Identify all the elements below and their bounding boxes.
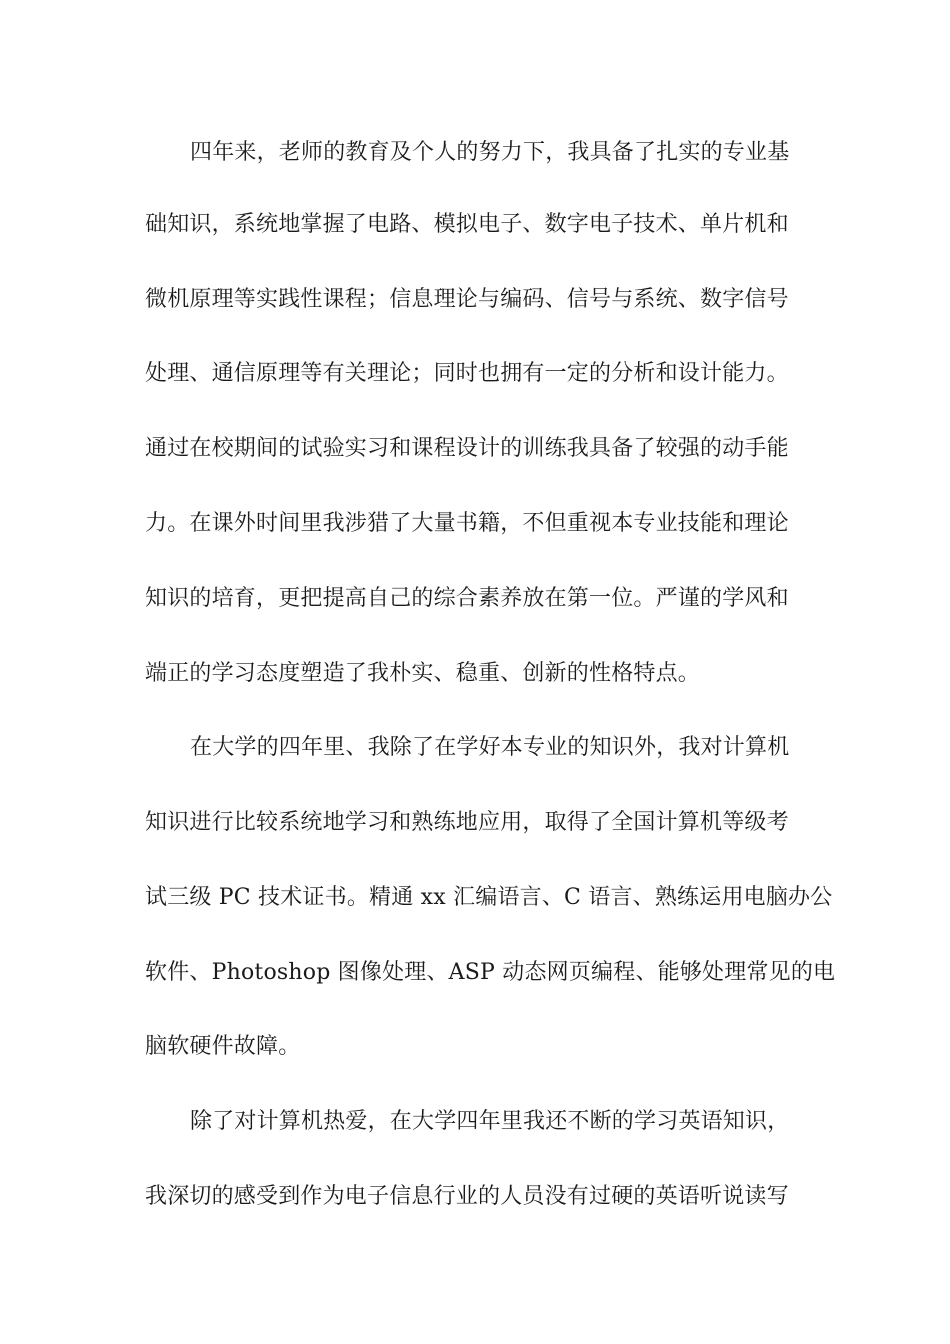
paragraph-2-line-4: 软件、Photoshop 图像处理、ASP 动态网页编程、能够处理常见的电 [145, 960, 836, 985]
paragraph-3-line-1: 除了对计算机热爱，在大学四年里我还不断的学习英语知识， [190, 1109, 790, 1134]
paragraph-1-line-6: 力。在课外时间里我涉猎了大量书籍，不但重视本专业技能和理论 [145, 511, 789, 536]
paragraph-3-line-2: 我深切的感受到作为电子信息行业的人员没有过硬的英语听说读写 [145, 1184, 789, 1209]
paragraph-2-line-5: 脑软硬件故障。 [145, 1034, 301, 1059]
paragraph-1-line-7: 知识的培育，更把提高自己的综合素养放在第一位。严谨的学风和 [145, 586, 789, 611]
paragraph-1-line-3: 微机原理等实践性课程；信息理论与编码、信号与系统、数字信号 [145, 287, 789, 312]
paragraph-2-line-3: 试三级 PC 技术证书。精通 xx 汇编语言、C 语言、熟练运用电脑办公 [145, 885, 833, 910]
paragraph-2-line-2: 知识进行比较系统地学习和熟练地应用，取得了全国计算机等级考 [145, 810, 789, 835]
paragraph-1-line-1: 四年来，老师的教育及个人的努力下，我具备了扎实的专业基 [190, 140, 790, 165]
paragraph-2-line-1: 在大学的四年里、我除了在学好本专业的知识外，我对计算机 [190, 735, 790, 760]
paragraph-1-line-2: 础知识，系统地掌握了电路、模拟电子、数字电子技术、单片机和 [145, 212, 789, 237]
paragraph-1-line-4: 处理、通信原理等有关理论；同时也拥有一定的分析和设计能力。 [145, 361, 789, 386]
paragraph-1-line-8: 端正的学习态度塑造了我朴实、稳重、创新的性格特点。 [145, 661, 701, 686]
paragraph-1-line-5: 通过在校期间的试验实习和课程设计的训练我具备了较强的动手能 [145, 436, 789, 461]
